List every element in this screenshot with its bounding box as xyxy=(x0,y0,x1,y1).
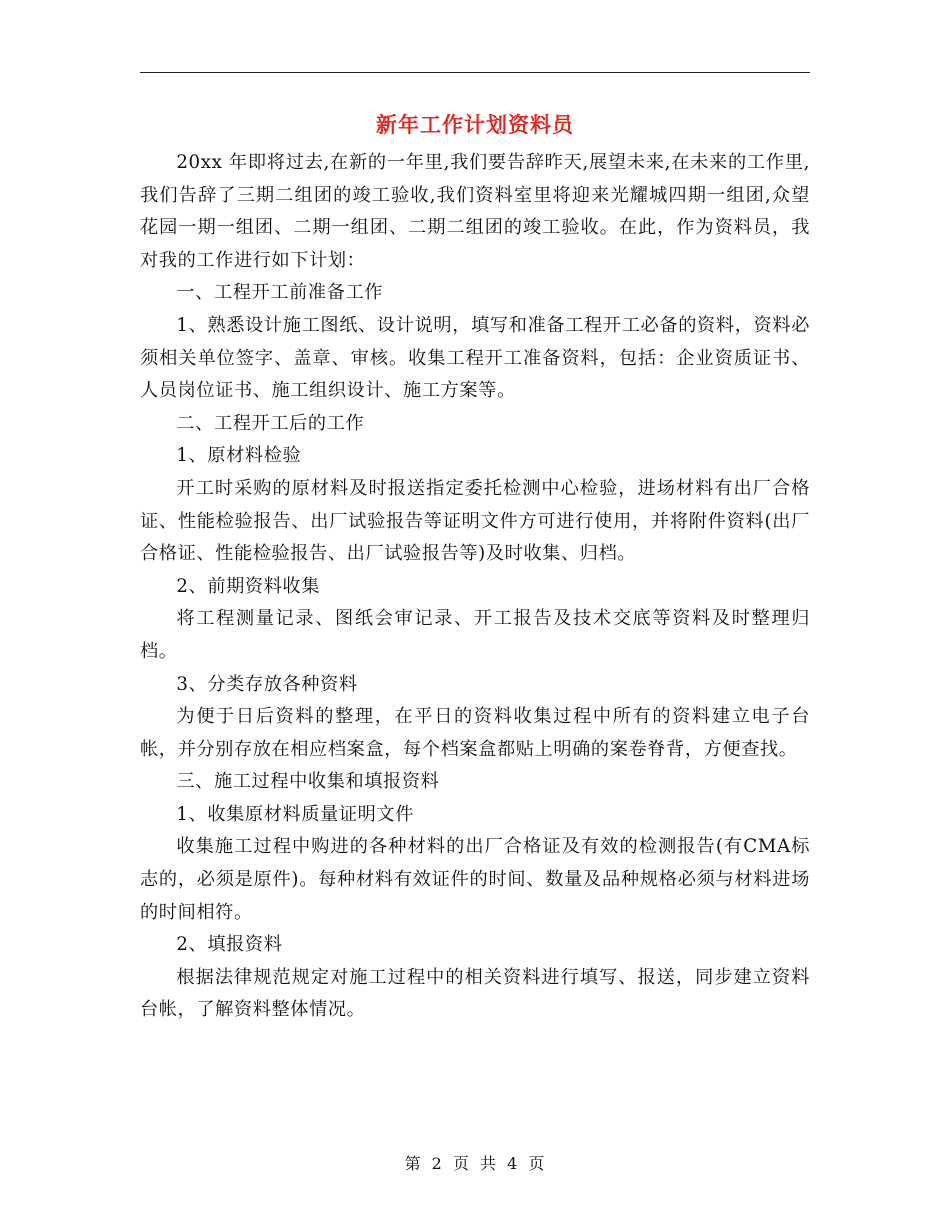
paragraph: 将工程测量记录、图纸会审记录、开工报告及技术交底等资料及时整理归档。 xyxy=(140,608,810,662)
subheading: 3、分类存放各种资料 xyxy=(176,673,358,695)
subheading: 1、收集原材料质量证明文件 xyxy=(176,803,415,825)
paragraph-intro: 20xx 年即将过去,在新的一年里,我们要告辞昨天,展望未来,在未来的工作里,我们告辞了三期二组团的竣工验收,我们资料室里将迎来光耀城四期一组团,众望花园一期一组团、二期一组团、二期二组团的竣工验收。在此，作为资料员，我对我的工作进行如下计划： xyxy=(140,152,810,271)
section-heading-3: 三、施工过程中收集和填报资料 xyxy=(176,771,440,793)
section-heading-2: 二、工程开工后的工作 xyxy=(176,412,365,434)
page-number-footer: 第 2 页 共 4 页 xyxy=(404,1154,546,1173)
paragraph: 为便于日后资料的整理，在平日的资料收集过程中所有的资料建立电子台帐，并分别存放在相应档案盒，每个档案盒都贴上明确的案卷脊背，方便查找。 xyxy=(140,706,810,760)
paragraph: 根据法律规范规定对施工过程中的相关资料进行填写、报送，同步建立资料台帐，了解资料整体情况。 xyxy=(140,966,810,1021)
paragraph: 收集施工过程中购进的各种材料的出厂合格证及有效的检测报告(有CMA标志的，必须是原件)。每种材料有效证件的时间、数量及品种规格必须与材料进场的时间相符。 xyxy=(140,836,810,923)
paragraph: 开工时采购的原材料及时报送指定委托检测中心检验，进场材料有出厂合格证、性能检验报告、出厂试验报告等证明文件方可进行使用，并将附件资料(出厂合格证、性能检验报告、出厂试验报告等)及时收集、归档。 xyxy=(140,477,810,565)
subheading: 2、前期资料收集 xyxy=(176,575,321,597)
document-body xyxy=(140,147,810,1027)
document-title: 新年工作计划资料员 xyxy=(376,112,574,137)
subheading: 1、原材料检验 xyxy=(176,445,302,467)
section-heading-1: 一、工程开工前准备工作 xyxy=(176,282,384,304)
subheading: 2、填报资料 xyxy=(176,934,283,956)
paragraph: 1、熟悉设计施工图纸、设计说明，填写和准备工程开工必备的资料，资料必须相关单位签字、盖章、审核。收集工程开工准备资料，包括：企业资质证书、人员岗位证书、施工组织设计、施工方案等。 xyxy=(140,314,810,402)
header-rule xyxy=(140,72,810,73)
